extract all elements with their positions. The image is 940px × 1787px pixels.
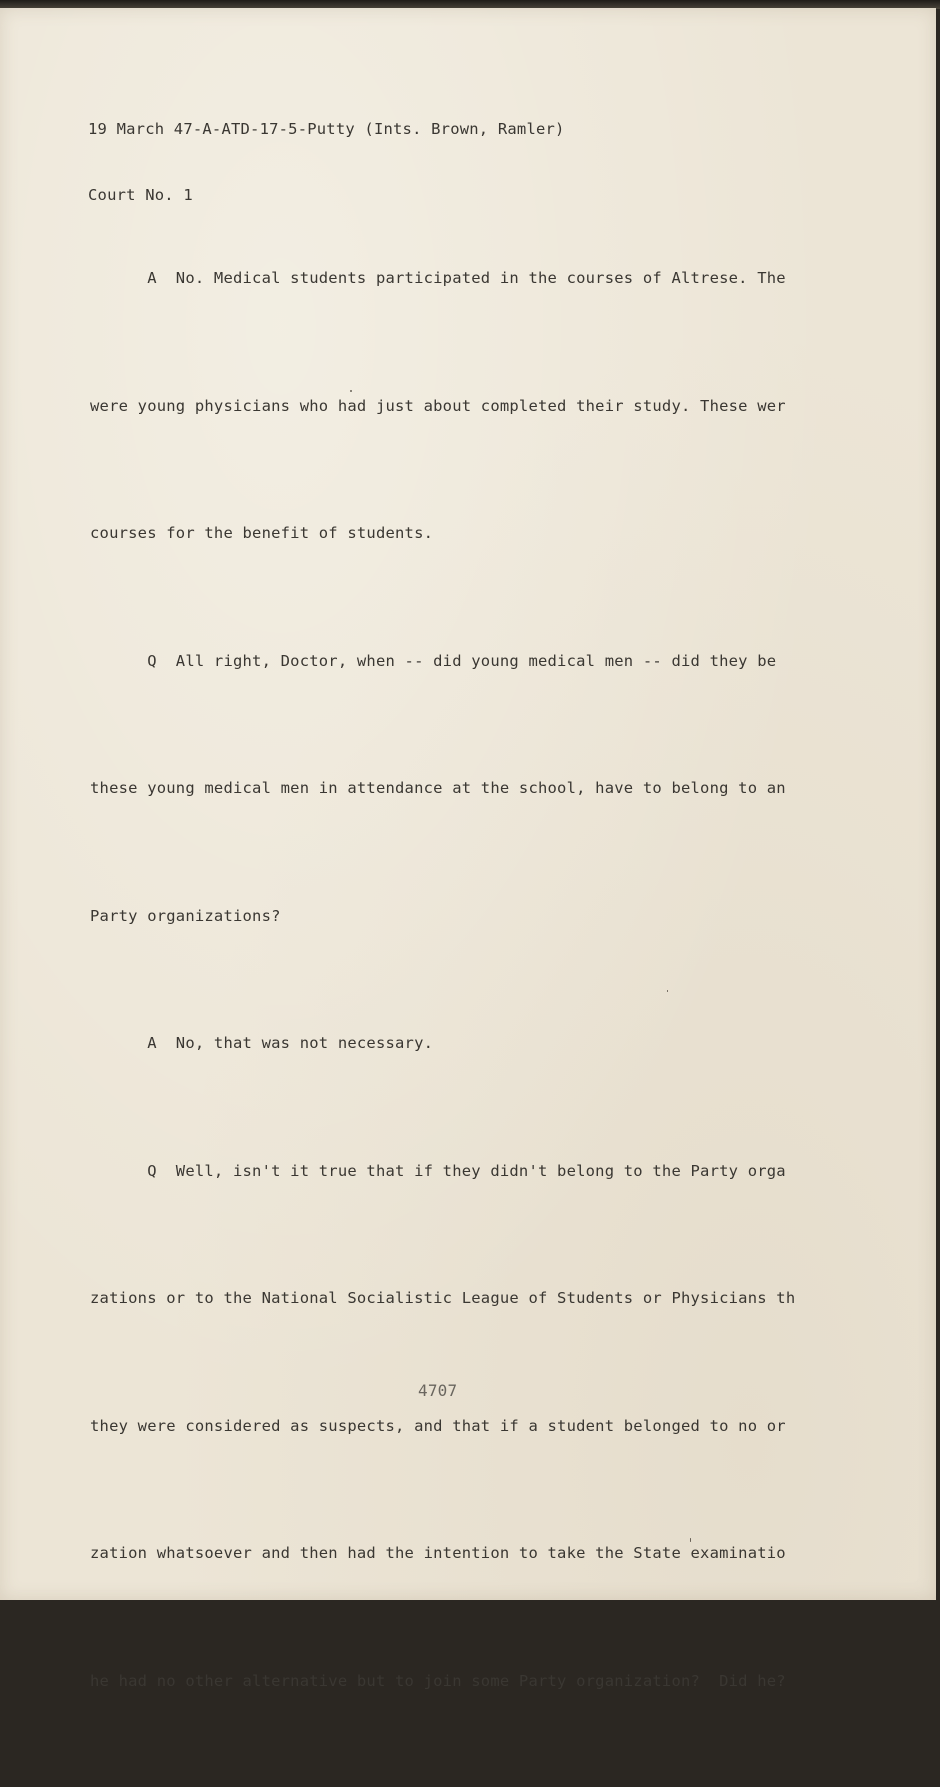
transcript-line: A No, that was not necessary.	[90, 1034, 434, 1052]
document-page	[0, 8, 936, 1690]
header-line-date-reference: 19 March 47-A-ATD-17-5-Putty (Ints. Brown, Ramler)	[88, 120, 565, 138]
header-line-court: Court No. 1	[88, 186, 193, 204]
transcript-line: A No. Medical students participated in the courses of Altrese. The	[90, 269, 786, 287]
transcript-line: zation whatsoever and then had the intention to take the State examinatio	[90, 1544, 786, 1562]
transcript-line: he had no other alternative but to join some Party organization? Did he?	[90, 1671, 786, 1690]
transcript-line: Party organizations?	[90, 906, 281, 925]
paper-speck	[667, 990, 668, 992]
transcript-body	[90, 172, 795, 1787]
transcript-line: Q Well, isn't it true that if they didn't belong to the Party orga	[90, 1161, 786, 1180]
transcript-line: zations or to the National Socialistic League of Students or Physicians th	[90, 1289, 796, 1307]
transcript-line: these young medical men in attendance at the school, have to belong to an	[90, 779, 786, 797]
transcript-line: they were considered as suspects, and that if a student belonged to no or	[90, 1416, 786, 1435]
paper-speck	[350, 390, 352, 392]
transcript-line: Q All right, Doctor, when -- did young medical men -- did they be	[90, 651, 777, 670]
transcript-line: courses for the benefit of students.	[90, 524, 434, 542]
paper-speck	[690, 1538, 691, 1542]
transcript-line: were young physicians who had just about completed their study. These wer	[90, 396, 786, 415]
page-number: 4707	[418, 1381, 458, 1400]
